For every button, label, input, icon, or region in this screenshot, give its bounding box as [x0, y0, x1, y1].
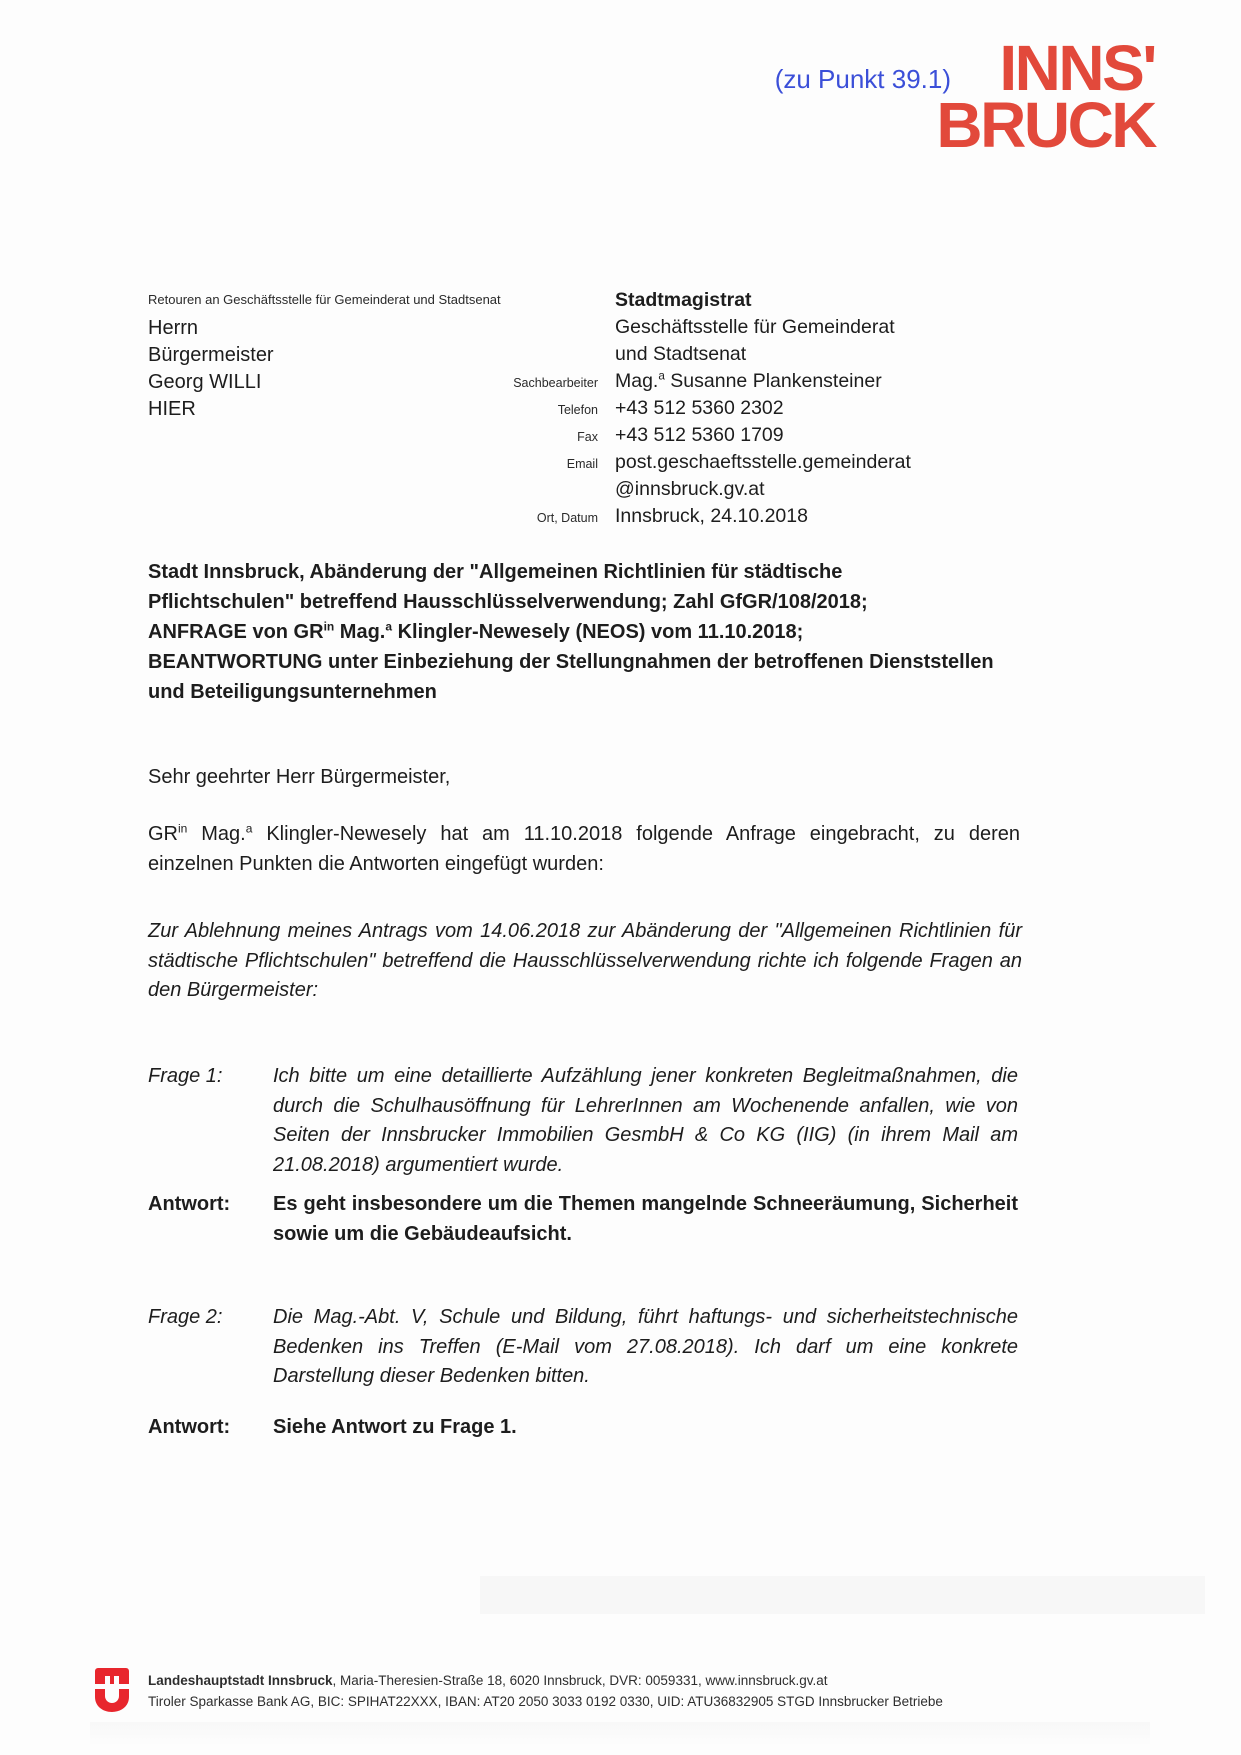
sender-row	[505, 478, 1025, 505]
footer-address: , Maria-Theresien-Straße 18, 6020 Innsbruck, DVR: 0059331, www.innsbruck.gv.at	[332, 1673, 828, 1688]
innsbruck-logo	[936, 32, 1155, 161]
gr-superscript: in	[178, 821, 188, 836]
fax-number: +43 512 5360 1709	[615, 424, 784, 446]
logo-line-2: BRUCK	[936, 89, 1155, 161]
question-2-text: Die Mag.-Abt. V, Schule und Bildung, führt haftungs- und sicherheitstechnische Bedenken ins Treffen (E-Mail vom 27.08.2018). Ich darf um eine konkrete Darstellung dieser Bedenken bitten.	[273, 1306, 1018, 1387]
subject-line-5: und Beteiligungsunternehmen	[148, 681, 437, 703]
subject-block	[148, 557, 1043, 707]
subject-line-3: ANFRAGE von $GR^{in}$ Mag.$^a$ Klingler-Newesely (NEOS) vom 11.10.2018;	[148, 619, 804, 643]
sender-row	[505, 289, 1025, 316]
email-address-line1: post.geschaeftsstelle.gemeinderat	[615, 451, 911, 473]
subject-line-1: Stadt Innsbruck, Abänderung der "Allgemeinen Richtlinien für städtische	[148, 561, 843, 583]
answer-1-text: Es geht insbesondere um die Themen mangelnde Schneeräumung, Sicherheit sowie um die Gebäudeaufsicht.	[273, 1193, 1018, 1245]
recipient-name: Georg WILLI	[148, 371, 262, 393]
sender-row	[505, 316, 1025, 343]
sender-org-line2: Geschäftsstelle für Gemeinderat	[615, 316, 895, 338]
innsbruck-crest-icon	[92, 1667, 132, 1713]
phone-number: +43 512 5360 2302	[615, 397, 784, 419]
question-1-text: Ich bitte um eine detaillierte Aufzählung jener konkreten Begleitmaßnahmen, die durch die Schulhausöffnung für LehrerInnen am Wochenende anfallen, wie von Seiten der Innsbrucker Immobilien GesmbH & Co KG (IIG) (in ihrem Mail am 21.08.2018) argumentiert wurde.	[273, 1065, 1018, 1176]
footer-line-1	[148, 1671, 943, 1692]
email-label: Email	[566, 457, 598, 471]
footer-text-block	[148, 1671, 943, 1712]
gr-superscript: in	[323, 619, 335, 634]
salutation: Sehr geehrter Herr Bürgermeister,	[148, 766, 451, 788]
return-address-note: Retouren an Geschäftsstelle für Gemeinderat und Stadtsenat	[148, 292, 501, 307]
recipient-address-block	[148, 292, 501, 423]
subject-line-4: BEANTWORTUNG unter Einbeziehung der Stellungnahmen der betroffenen Dienststellen	[148, 651, 994, 673]
request-intro-paragraph: Zur Ablehnung meines Antrags vom 14.06.2018 zur Abänderung der "Allgemeinen Richtlinien für städtische Pflichtschulen" betreffend die Hausschlüsselverwendung richte ich folgende Fragen an den Bürgermeister:	[148, 920, 1022, 1001]
fax-label: Fax	[577, 430, 598, 444]
email-address-line2: @innsbruck.gv.at	[615, 478, 765, 500]
answer-2	[148, 1413, 1018, 1443]
answer-2-label: Antwort:	[148, 1416, 231, 1438]
recipient-salutation: Herrn	[148, 317, 199, 339]
recipient-location: HIER	[148, 398, 196, 420]
question-2	[148, 1303, 1018, 1392]
subject-line-2: Pflichtschulen" betreffend Hausschlüsselverwendung; Zahl GfGR/108/2018;	[148, 591, 868, 613]
sender-row	[505, 424, 1025, 451]
question-1-label: Frage 1:	[148, 1065, 223, 1087]
sender-row	[505, 370, 1025, 397]
question-2-label: Frage 2:	[148, 1306, 223, 1328]
question-1	[148, 1062, 1018, 1180]
scan-artifact	[90, 1722, 1150, 1746]
logo-line-1: INNS'	[999, 32, 1155, 104]
footer-city-name: Landeshauptstadt Innsbruck	[148, 1673, 333, 1688]
mag-superscript: a	[385, 619, 393, 634]
sender-row	[505, 397, 1025, 424]
clerk-degree-superscript: a	[658, 369, 665, 383]
scan-artifact	[480, 1576, 1205, 1614]
sender-org: Stadtmagistrat	[615, 289, 752, 311]
phone-label: Telefon	[557, 403, 598, 417]
clerk-name: Mag.$^a$ Susanne Plankensteiner	[615, 369, 882, 392]
mag-superscript: a	[245, 821, 253, 836]
sender-row	[505, 451, 1025, 478]
intro-paragraph: $GR^{in}$ Mag.$^a$ Klingler-Newesely hat am 11.10.2018 folgende Anfrage eingebracht, zu deren einzelnen Punkten die Antworten eingefügt wurden:	[148, 821, 1020, 875]
date-label: Ort, Datum	[536, 511, 598, 525]
sender-row	[505, 343, 1025, 370]
answer-1	[148, 1190, 1018, 1249]
answer-2-text: Siehe Antwort zu Frage 1.	[273, 1416, 517, 1438]
recipient-title: Bürgermeister	[148, 344, 274, 366]
sender-row	[505, 505, 1025, 532]
sender-org-line3: und Stadtsenat	[615, 343, 747, 365]
sender-info-block	[505, 289, 1025, 532]
footer-line-2: Tiroler Sparkasse Bank AG, BIC: SPIHAT22XXX, IBAN: AT20 2050 3033 0192 0330, UID: ATU36832905 STGD Innsbrucker Betriebe	[148, 1693, 943, 1709]
place-and-date: Innsbruck, 24.10.2018	[615, 505, 808, 527]
answer-1-label: Antwort:	[148, 1193, 231, 1215]
agenda-point-annotation: (zu Punkt 39.1)	[774, 64, 951, 94]
clerk-label: Sachbearbeiter	[513, 376, 598, 390]
